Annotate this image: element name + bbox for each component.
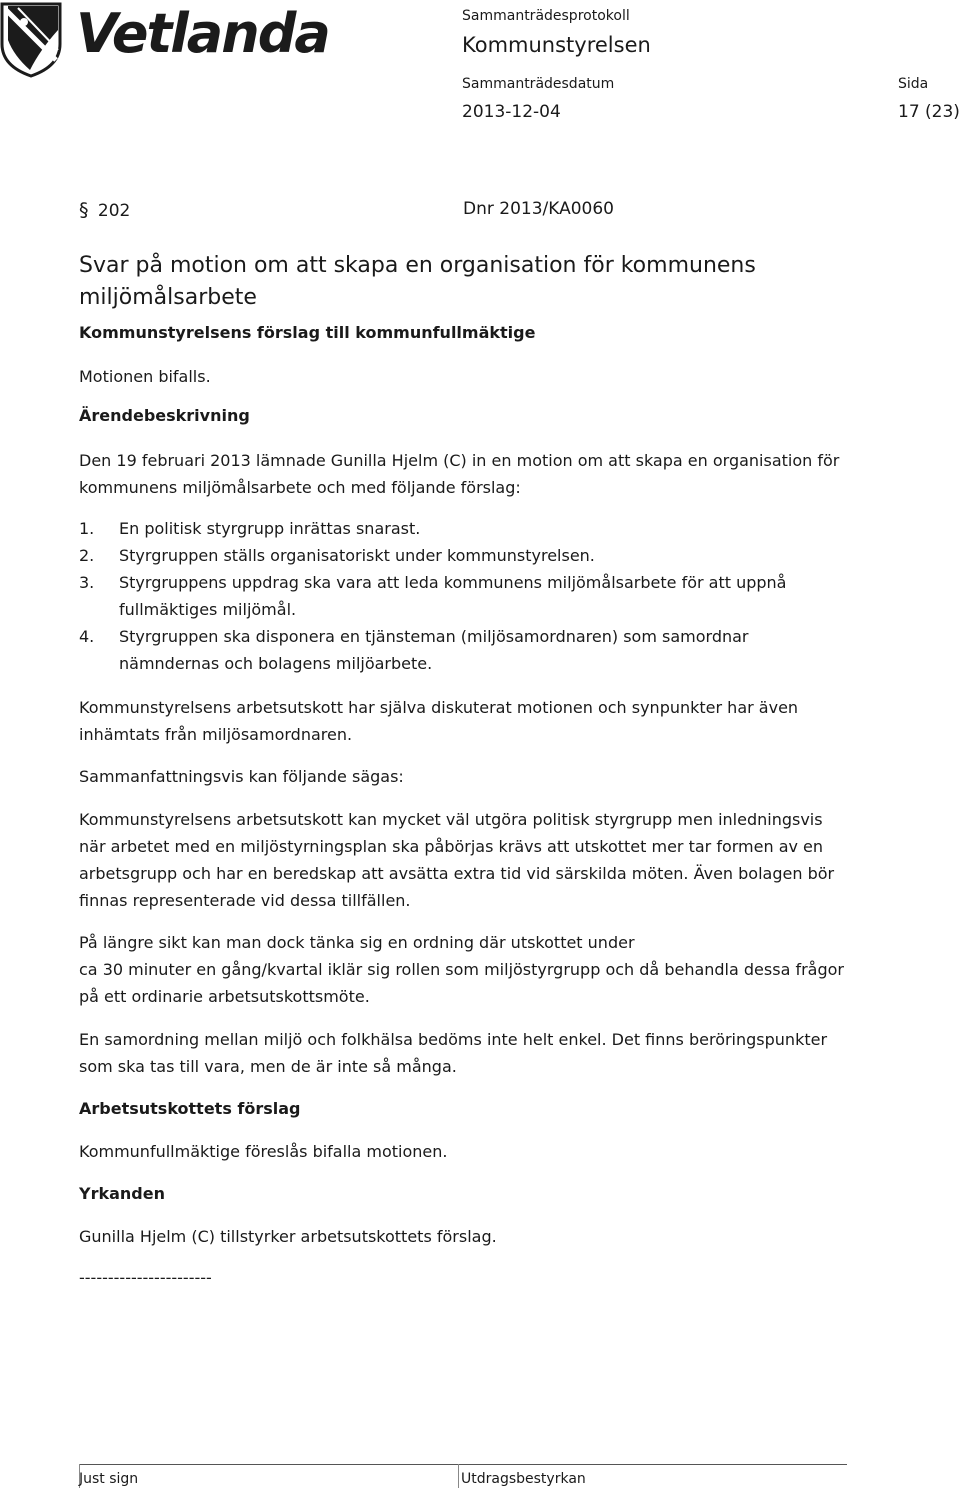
footer-sign-label: Just sign [79, 1471, 139, 1487]
case-dnr: Dnr 2013/KA0060 [463, 199, 614, 219]
list-item-number: 1. [79, 519, 95, 538]
list-item-text: Styrgruppens uppdrag ska vara att leda kommunens miljömålsarbete för att uppnå fullmäktiges miljömål. [119, 573, 787, 619]
list-item [79, 542, 849, 569]
page-title: Svar på motion om att skapa en organisation för kommunens miljömålsarbete [79, 253, 756, 310]
list-item [79, 515, 849, 542]
footer-rule [79, 1464, 847, 1465]
brand-wordmark: Vetlanda [76, 2, 329, 65]
footer-certified-label: Utdragsbestyrkan [461, 1471, 586, 1487]
list-item-text: Styrgruppen ställs organisatoriskt under kommunstyrelsen. [119, 546, 595, 565]
date-label: Sammanträdesdatum [462, 76, 615, 92]
meeting-date: 2013-12-04 [462, 102, 561, 122]
proposal-text: Motionen bifalls. [79, 367, 211, 386]
au-heading: Arbetsutskottets förslag [79, 1099, 301, 1118]
paragraph-coordination: En samordning mellan miljö och folkhälsa bedöms inte helt enkel. Det finns beröringspunkter som ska tas till vara, men de är inte så många. [79, 1030, 828, 1076]
list-item [79, 623, 849, 677]
au-text: Kommunfullmäktige föreslås bifalla motionen. [79, 1142, 448, 1161]
list-item [79, 569, 849, 623]
proposal-list [79, 515, 849, 677]
body-name: Kommunstyrelsen [462, 33, 651, 57]
footer-divider [458, 1464, 459, 1488]
summary-intro: Sammanfattningsvis kan följande sägas: [79, 767, 404, 786]
protocol-label: Sammanträdesprotokoll [462, 8, 630, 24]
description-text: Den 19 februari 2013 lämnade Gunilla Hjelm (C) in en motion om att skapa en organisation för kommunens miljömålsarbete och med följande förslag: [79, 451, 840, 497]
motions-text: Gunilla Hjelm (C) tillstyrker arbetsutskottets förslag. [79, 1227, 497, 1246]
coat-of-arms-icon [2, 4, 60, 76]
proposal-heading: Kommunstyrelsens förslag till kommunfullmäktige [79, 323, 536, 342]
paragraph-longterm-line-2: ca 30 minuter en gång/kvartal iklär sig rollen som miljöstyrgrupp och då behandla dessa frågor på ett ordinarie arbetsutskottsmöte. [79, 960, 844, 1006]
list-item-text: Styrgruppen ska disponera en tjänsteman (miljösamordnaren) som samordnar nämndernas och bolagens miljöarbete. [119, 627, 749, 673]
motions-heading: Yrkanden [79, 1184, 165, 1203]
description-heading: Ärendebeskrivning [79, 406, 250, 425]
page-label: Sida [898, 76, 929, 92]
list-item-number: 2. [79, 546, 95, 565]
paragraph-discussed: Kommunstyrelsens arbetsutskott har själva diskuterat motionen och synpunkter har även inhämtats från miljösamordnaren. [79, 698, 799, 744]
paragraph-longterm [79, 929, 849, 1010]
list-item-number: 3. [79, 573, 95, 592]
case-number-value: 202 [97, 201, 131, 221]
paragraph-mark: § [79, 199, 89, 221]
paragraph-longterm-line-1: På längre sikt kan man dock tänka sig en ordning där utskottet under [79, 933, 635, 952]
page-number: 17 (23) [898, 102, 960, 122]
paragraph-summary: Kommunstyrelsens arbetsutskott kan mycket väl utgöra politisk styrgrupp men inledningsvis när arbetet med en miljöstyrningsplan ska påbörjas krävs att utskottet mer tar formen av en arbetsgrupp och har en beredskap att avsätta extra tid vid särskilda möten. Även bolagen bör finnas representerade vid dessa tillfällen. [79, 810, 835, 910]
list-item-number: 4. [79, 627, 95, 646]
list-item-text: En politisk styrgrupp inrättas snarast. [119, 519, 421, 538]
section-separator: ----------------------- [79, 1268, 212, 1287]
case-number [79, 199, 130, 221]
